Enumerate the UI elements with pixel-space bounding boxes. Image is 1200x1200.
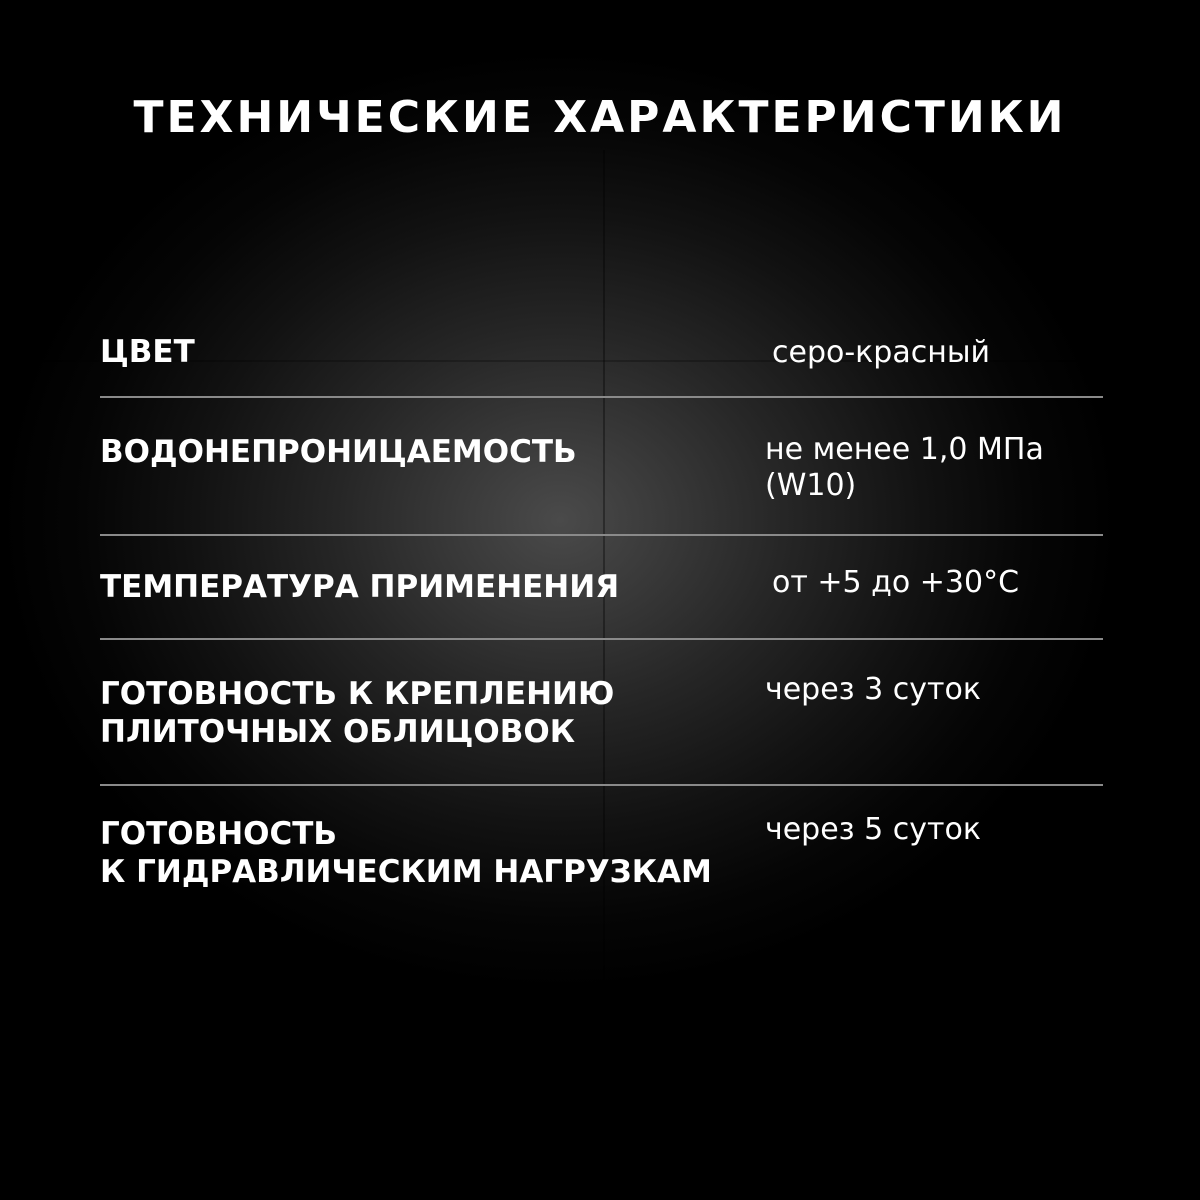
spec-value: серо-красный xyxy=(772,335,991,370)
row-divider xyxy=(100,638,1103,640)
spec-label: ГОТОВНОСТЬ К ГИДРАВЛИЧЕСКИМ НАГРУЗКАМ xyxy=(100,816,712,890)
row-divider xyxy=(100,784,1103,786)
spec-label: ГОТОВНОСТЬ К КРЕПЛЕНИЮ ПЛИТОЧНЫХ ОБЛИЦОВОК xyxy=(100,676,615,750)
row-divider xyxy=(100,534,1103,536)
spec-value: от +5 до +30°С xyxy=(772,565,1020,600)
spec-label: ТЕМПЕРАТУРА ПРИМЕНЕНИЯ xyxy=(100,569,620,605)
spec-value: через 3 суток xyxy=(765,672,981,707)
row-divider xyxy=(100,396,1103,398)
spec-label: ВОДОНЕПРОНИЦАЕМОСТЬ xyxy=(100,434,577,470)
spec-label: ЦВЕТ xyxy=(100,334,195,370)
page-title: ТЕХНИЧЕСКИЕ ХАРАКТЕРИСТИКИ xyxy=(133,92,1067,143)
spec-value: не менее 1,0 МПа (W10) xyxy=(765,432,1044,503)
spec-value: через 5 суток xyxy=(765,812,981,847)
